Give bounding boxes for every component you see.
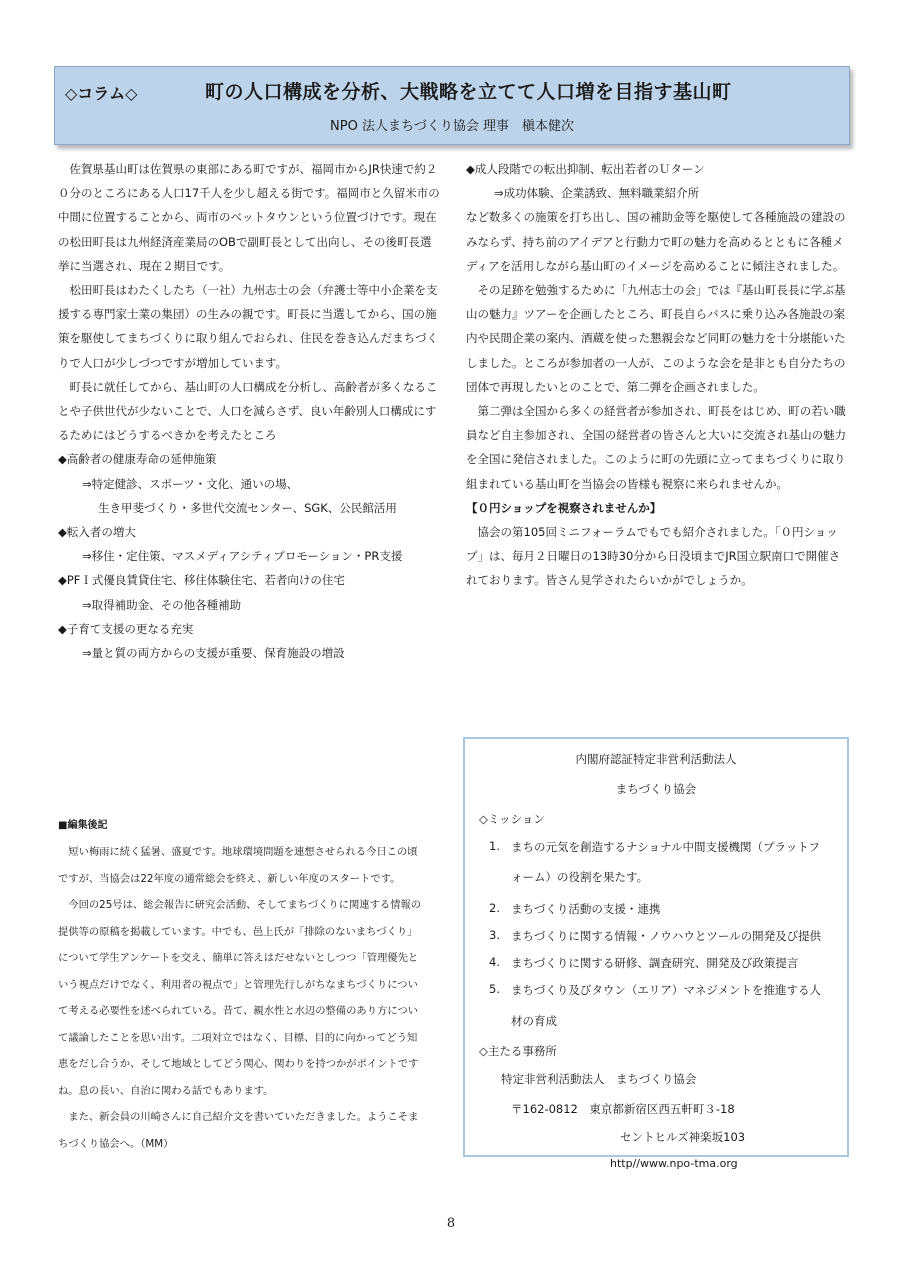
- mission-text-cont: ォーム）の役割を果たす。: [511, 870, 649, 884]
- mission-text: まちづくり活動の支援・連携: [511, 902, 661, 916]
- org-type: 内閣府認証特定非営利活動法人: [575, 752, 737, 766]
- org-name: まちづくり協会: [615, 782, 697, 796]
- mission-number: 4.: [489, 955, 500, 969]
- mission-number: 5.: [489, 982, 500, 996]
- paragraph: 松田町長はわたくしたち（一社）九州志士の会（弁護士等中小企業を支援する専門家士業の集団）の生みの親です。町長に当選してから、国の施策を駆使してまちづくりに取り組んでおられ、住民を巻き込んだまちづくりで人口が少しづつですが増加しています。: [58, 283, 438, 370]
- editorial-paragraph: また、新会員の川崎さんに自己紹介文を書いていただきました。ようこそまちづくり協会へ。（MM）: [58, 1111, 419, 1150]
- policy-bullet: ◆成人段階での転出抑制、転出若者のＵターン: [466, 162, 705, 176]
- policy-detail: 生き甲斐づくり・多世代交流センター、SGK、公民館活用: [98, 500, 397, 515]
- paragraph: 町長に就任してから、基山町の人口構成を分析し、高齢者が多くなることや子供世代が少ないことで、人口を減らさず、良い年齢別人口構成にするためにはどうするべきかを考えたところ: [58, 379, 438, 443]
- office-name: 特定非営利活動法人 まちづくり協会: [501, 1072, 697, 1086]
- paragraph: 佐賀県基山町は佐賀県の東部にある町ですが、福岡市からJR快速で約２０分のところにある人口17千人を少し超える街です。福岡市と久留米市の中間に位置することから、両市のベットタウンという位置づけです。現在の松田町長は九州経済産業局のOBで副町長として出向し、その後町長選挙に当選され、現在２期目です。: [58, 162, 440, 273]
- editorial-postscript: [58, 815, 426, 1157]
- mission-heading: ◇ミッション: [479, 812, 545, 826]
- editorial-heading: ■編集後記: [58, 820, 108, 831]
- office-heading: ◇主たる事務所: [479, 1044, 557, 1058]
- mission-number: 2.: [489, 901, 500, 915]
- left-article-column: [58, 157, 442, 665]
- policy-bullet: ◆高齢者の健康寿命の延伸施策: [58, 452, 217, 467]
- article-title: 町の人口構成を分析、大戦略を立てて人口増を目指す基山町: [205, 81, 732, 103]
- website-link[interactable]: http//www.npo-tma.org: [610, 1157, 738, 1170]
- mission-text: まちの元気を創造するナショナル中間支援機関（プラットフ: [511, 840, 820, 854]
- policy-detail: ⇒移住・定住策、マスメディアシティプロモーション・PR支援: [82, 549, 403, 564]
- mission-text: まちづくりに関する研修、調査研究、開発及び政策提言: [511, 956, 799, 970]
- column-header-banner: [54, 66, 850, 145]
- editorial-paragraph: 今回の25号は、総会報告に研究会活動、そしてまちづくりに関連する情報の提供等の原稿を掲載しています。中でも、邑上氏が「排除のないまちづくり」について学生アンケートを交え、簡単に答えはだせないとしつつ「管理優先という視点だけでなく、利用者の視点で」と管理先行しがちなまちづくりについて考える必要性を述べられている。昔て、親水性と水辺の整備のあり方について議論したことを思い出す。二項対立ではなく、目標、目的に向かってどう知恵をだし合うか、そして地域としてどう関心、関わりを持つかがポイントですね。息の長い、自治に関わる話でもあります。: [58, 899, 422, 1097]
- column-tag: ◇コラム◇: [65, 84, 138, 103]
- mission-number: 3.: [489, 928, 500, 942]
- policy-bullet: ◆転入者の増大: [58, 525, 136, 540]
- policy-detail: ⇒量と質の両方からの支援が重要、保育施設の増設: [82, 646, 345, 661]
- policy-bullet: ◆子育て支援の更なる充実: [58, 621, 194, 636]
- mission-number: 1.: [489, 839, 500, 853]
- right-article-column: [466, 157, 850, 593]
- page-number: 8: [446, 1216, 456, 1231]
- office-address: 〒162-0812 東京都新宿区西五軒町３-18: [511, 1102, 735, 1116]
- paragraph: 第二弾は全国から多くの経営者が参加され、町長をはじめ、町の若い職員など自主参加され、全国の経営者の皆さんと大いに交流され基山の魅力を全国に発信されました。このように町の先頭に立ってまちづくりに取り組まれている基山町を当協会の皆様も視察に来られませんか。: [466, 404, 847, 491]
- editorial-paragraph: 短い梅雨に続く猛暑、盛夏です。地球環境問題を連想させられる今日この頃ですが、当協会は22年度の通常総会を終え、新しい年度のスタートです。: [58, 846, 418, 885]
- mission-text-cont: 材の育成: [511, 1014, 557, 1028]
- mission-text: まちづくり及びタウン（エリア）マネジメントを推進する人: [511, 983, 822, 997]
- policy-bullet: ◆PFＩ式優良賃貸住宅、移住体験住宅、若者向けの住宅: [58, 573, 345, 588]
- paragraph: 協会の第105回ミニフォーラムでもでも紹介されました。「０円ショップ」は、毎月２日曜日の13時30分から日没頃までJR国立駅南口で開催されております。皆さん見学されたらいかがでしょうか。: [466, 525, 841, 588]
- mission-text: まちづくりに関する情報・ノウハウとツールの開発及び提供: [511, 929, 822, 943]
- policy-detail: ⇒成功体験、企業誘致、無料職業紹介所: [494, 186, 700, 201]
- paragraph: など数多くの施策を打ち出し、国の補助金等を駆使して各種施設の建設のみならず、持ち前のアイデアと行動力で町の魅力を高めるとともに各種メディアを活用しながら基山町のイメージを高めることに傾注されました。: [466, 210, 846, 273]
- article-author: NPO 法人まちづくり協会 理事 槇本健次: [330, 119, 574, 134]
- policy-detail: ⇒特定健診、スポーツ・文化、通いの場、: [82, 476, 299, 491]
- organization-info-box: [463, 737, 849, 1170]
- policy-detail: ⇒取得補助金、その他各種補助: [82, 597, 242, 612]
- paragraph: その足跡を勉強するために「九州志士の会」では『基山町長長に学ぶ基山の魅力』ツアーを企画したところ、町長自らバスに乗り込み各施設の案内や民間企業の案内、酒蔵を使った懇親会など同町の魅力を十分堪能いたしました。ところが参加者の一人が、このような会を是非とも自分たちの団体で再現したいとのことで、第二弾を企画されました。: [466, 283, 846, 394]
- office-building: セントヒルズ神楽坂103: [620, 1130, 746, 1144]
- section-heading: 【０円ショップを視察されませんか】: [466, 500, 662, 515]
